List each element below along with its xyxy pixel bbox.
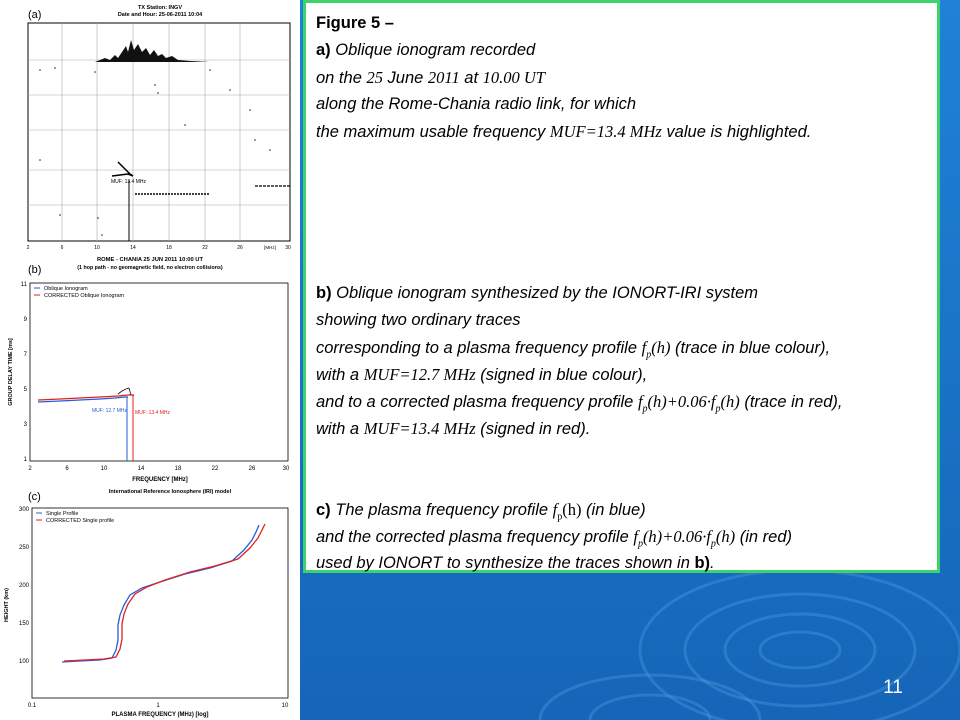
panel-b-title: International Reference Ionosphere (IRI) model <box>108 489 232 495</box>
caption-b-line3: corresponding to a plasma frequency profile $f_p(h)$ (trace in blue colour), <box>316 338 831 361</box>
caption-b-line6: with a MUF=13.4 MHz (signed in red). <box>316 419 591 438</box>
svg-text:11: 11 <box>20 282 27 288</box>
panel-c-label: (c) <box>28 491 41 503</box>
svg-text:7: 7 <box>23 352 27 358</box>
panel-c-plot-frame <box>32 508 288 698</box>
panel-a-label: (a) <box>28 9 42 21</box>
svg-text:18: 18 <box>166 245 172 251</box>
panel-b-x-ticks <box>28 466 290 472</box>
panel-a-title-line1: ROME - CHANIA 25 JUN 2011 10:00 UT <box>96 257 204 263</box>
panel-b-plot-frame <box>30 283 288 461</box>
svg-text:9: 9 <box>23 317 27 323</box>
svg-text:1: 1 <box>156 703 160 709</box>
svg-text:3: 3 <box>23 422 27 428</box>
caption-a-line3: along the Rome-Chania radio link, for which <box>316 95 637 113</box>
panel-c-ylabel: HEIGHT (km) <box>4 588 10 622</box>
panel-b-ylabel: GROUP DELAY TIME [ms] <box>8 338 14 406</box>
panel-a-muf-label: MUF: 13.4 MHz <box>111 179 147 185</box>
panel-a-ionogram-trace <box>112 162 133 176</box>
panel-b-muf-blue-label: MUF: 12.7 MHz <box>92 408 128 414</box>
svg-text:5: 5 <box>23 387 27 393</box>
svg-text:10: 10 <box>281 703 289 709</box>
svg-text:0.1: 0.1 <box>27 703 37 709</box>
svg-text:CORRECTED Oblique Ionogram: CORRECTED Oblique Ionogram <box>44 293 125 299</box>
panel-b <box>8 264 290 495</box>
caption-b-line4: with a MUF=12.7 MHz (signed in blue colour), <box>316 365 648 384</box>
panel-b-xlabel: FREQUENCY [MHz] <box>132 477 188 483</box>
panel-b-muf-red-label: MUF: 13.4 MHz <box>135 410 171 416</box>
svg-text:26: 26 <box>237 245 243 251</box>
svg-text:30: 30 <box>282 466 290 472</box>
slide-number: 11 <box>883 677 903 698</box>
svg-text:300: 300 <box>18 507 29 513</box>
svg-text:30: 30 <box>285 245 291 251</box>
caption-b-line2: showing two ordinary traces <box>316 311 521 329</box>
svg-text:150: 150 <box>18 621 29 627</box>
caption-box <box>303 0 940 573</box>
panel-c <box>4 491 289 718</box>
panel-a-header-line1: TX Station: INGV <box>138 5 182 11</box>
panel-c-profile-blue <box>62 525 259 662</box>
svg-text:200: 200 <box>18 583 29 589</box>
svg-text:18: 18 <box>174 466 182 472</box>
caption-c-line2: and the corrected plasma frequency profile $f_p(h)+0.06\cdot f_p(h)$ (in red) <box>316 527 793 550</box>
svg-text:2: 2 <box>26 245 30 251</box>
svg-text:10: 10 <box>94 245 100 251</box>
figure-panel <box>0 0 300 720</box>
panel-b-label: (b) <box>28 264 42 276</box>
svg-text:1: 1 <box>23 457 27 463</box>
svg-text:6: 6 <box>65 466 69 472</box>
panel-c-y-ticks <box>19 507 30 665</box>
svg-text:6: 6 <box>60 245 64 251</box>
svg-text:14: 14 <box>130 245 136 251</box>
panel-a-title-line2: (1 hop path - no geomagnetic field, no electron collisions) <box>77 265 223 271</box>
svg-text:250: 250 <box>18 545 29 551</box>
caption-b-line5: and to a corrected plasma frequency profile $f_p(h)+0.06\cdot f_p(h)$ (trace in red), <box>316 392 843 415</box>
panel-a-scatter-dots <box>39 67 271 236</box>
svg-text:22: 22 <box>211 466 219 472</box>
panel-c-x-ticks <box>28 703 289 709</box>
panel-c-xlabel: PLASMA FREQUENCY (MHz) [log] <box>111 712 209 718</box>
panel-b-y-ticks <box>21 282 28 463</box>
figure-label: Figure 5 – <box>316 14 394 32</box>
svg-text:10: 10 <box>100 466 108 472</box>
caption-c-line1: c) The plasma frequency profile $f_p(h)$ (in blue) <box>316 500 646 523</box>
svg-text:Oblique Ionogram: Oblique Ionogram <box>44 286 88 292</box>
svg-text:2: 2 <box>28 466 32 472</box>
caption-b-line1: b) Oblique ionogram synthesized by the IONORT-IRI system <box>316 284 759 302</box>
panel-a-noise-trace <box>95 40 210 62</box>
panel-b-legend <box>34 286 125 299</box>
svg-text:100: 100 <box>18 659 29 665</box>
panel-a-x-ticks <box>27 245 291 251</box>
caption-a-line2: on the 25 June 2011 at 10.00 UT <box>316 68 545 87</box>
svg-text:CORRECTED Single profile: CORRECTED Single profile <box>46 518 115 524</box>
panel-c-profile-red <box>64 524 265 661</box>
panel-a-x-unit: [MHz] <box>264 245 276 250</box>
panel-a <box>27 5 291 271</box>
svg-text:26: 26 <box>248 466 256 472</box>
caption-a-line4: the maximum usable frequency MUF=13.4 MHz value is highlighted. <box>316 122 812 141</box>
panel-a-header-line2: Date and Hour: 25-06-2011 10:04 <box>117 12 203 18</box>
caption-c-line3: used by IONORT to synthesize the traces shown in b). <box>316 554 715 572</box>
svg-text:14: 14 <box>137 466 145 472</box>
caption-a-line1: a) Oblique ionogram recorded <box>316 41 536 59</box>
svg-text:22: 22 <box>202 245 208 251</box>
svg-text:Single Profile: Single Profile <box>46 511 79 517</box>
panel-c-legend <box>36 511 114 524</box>
panel-b-trace-upper <box>118 388 131 395</box>
